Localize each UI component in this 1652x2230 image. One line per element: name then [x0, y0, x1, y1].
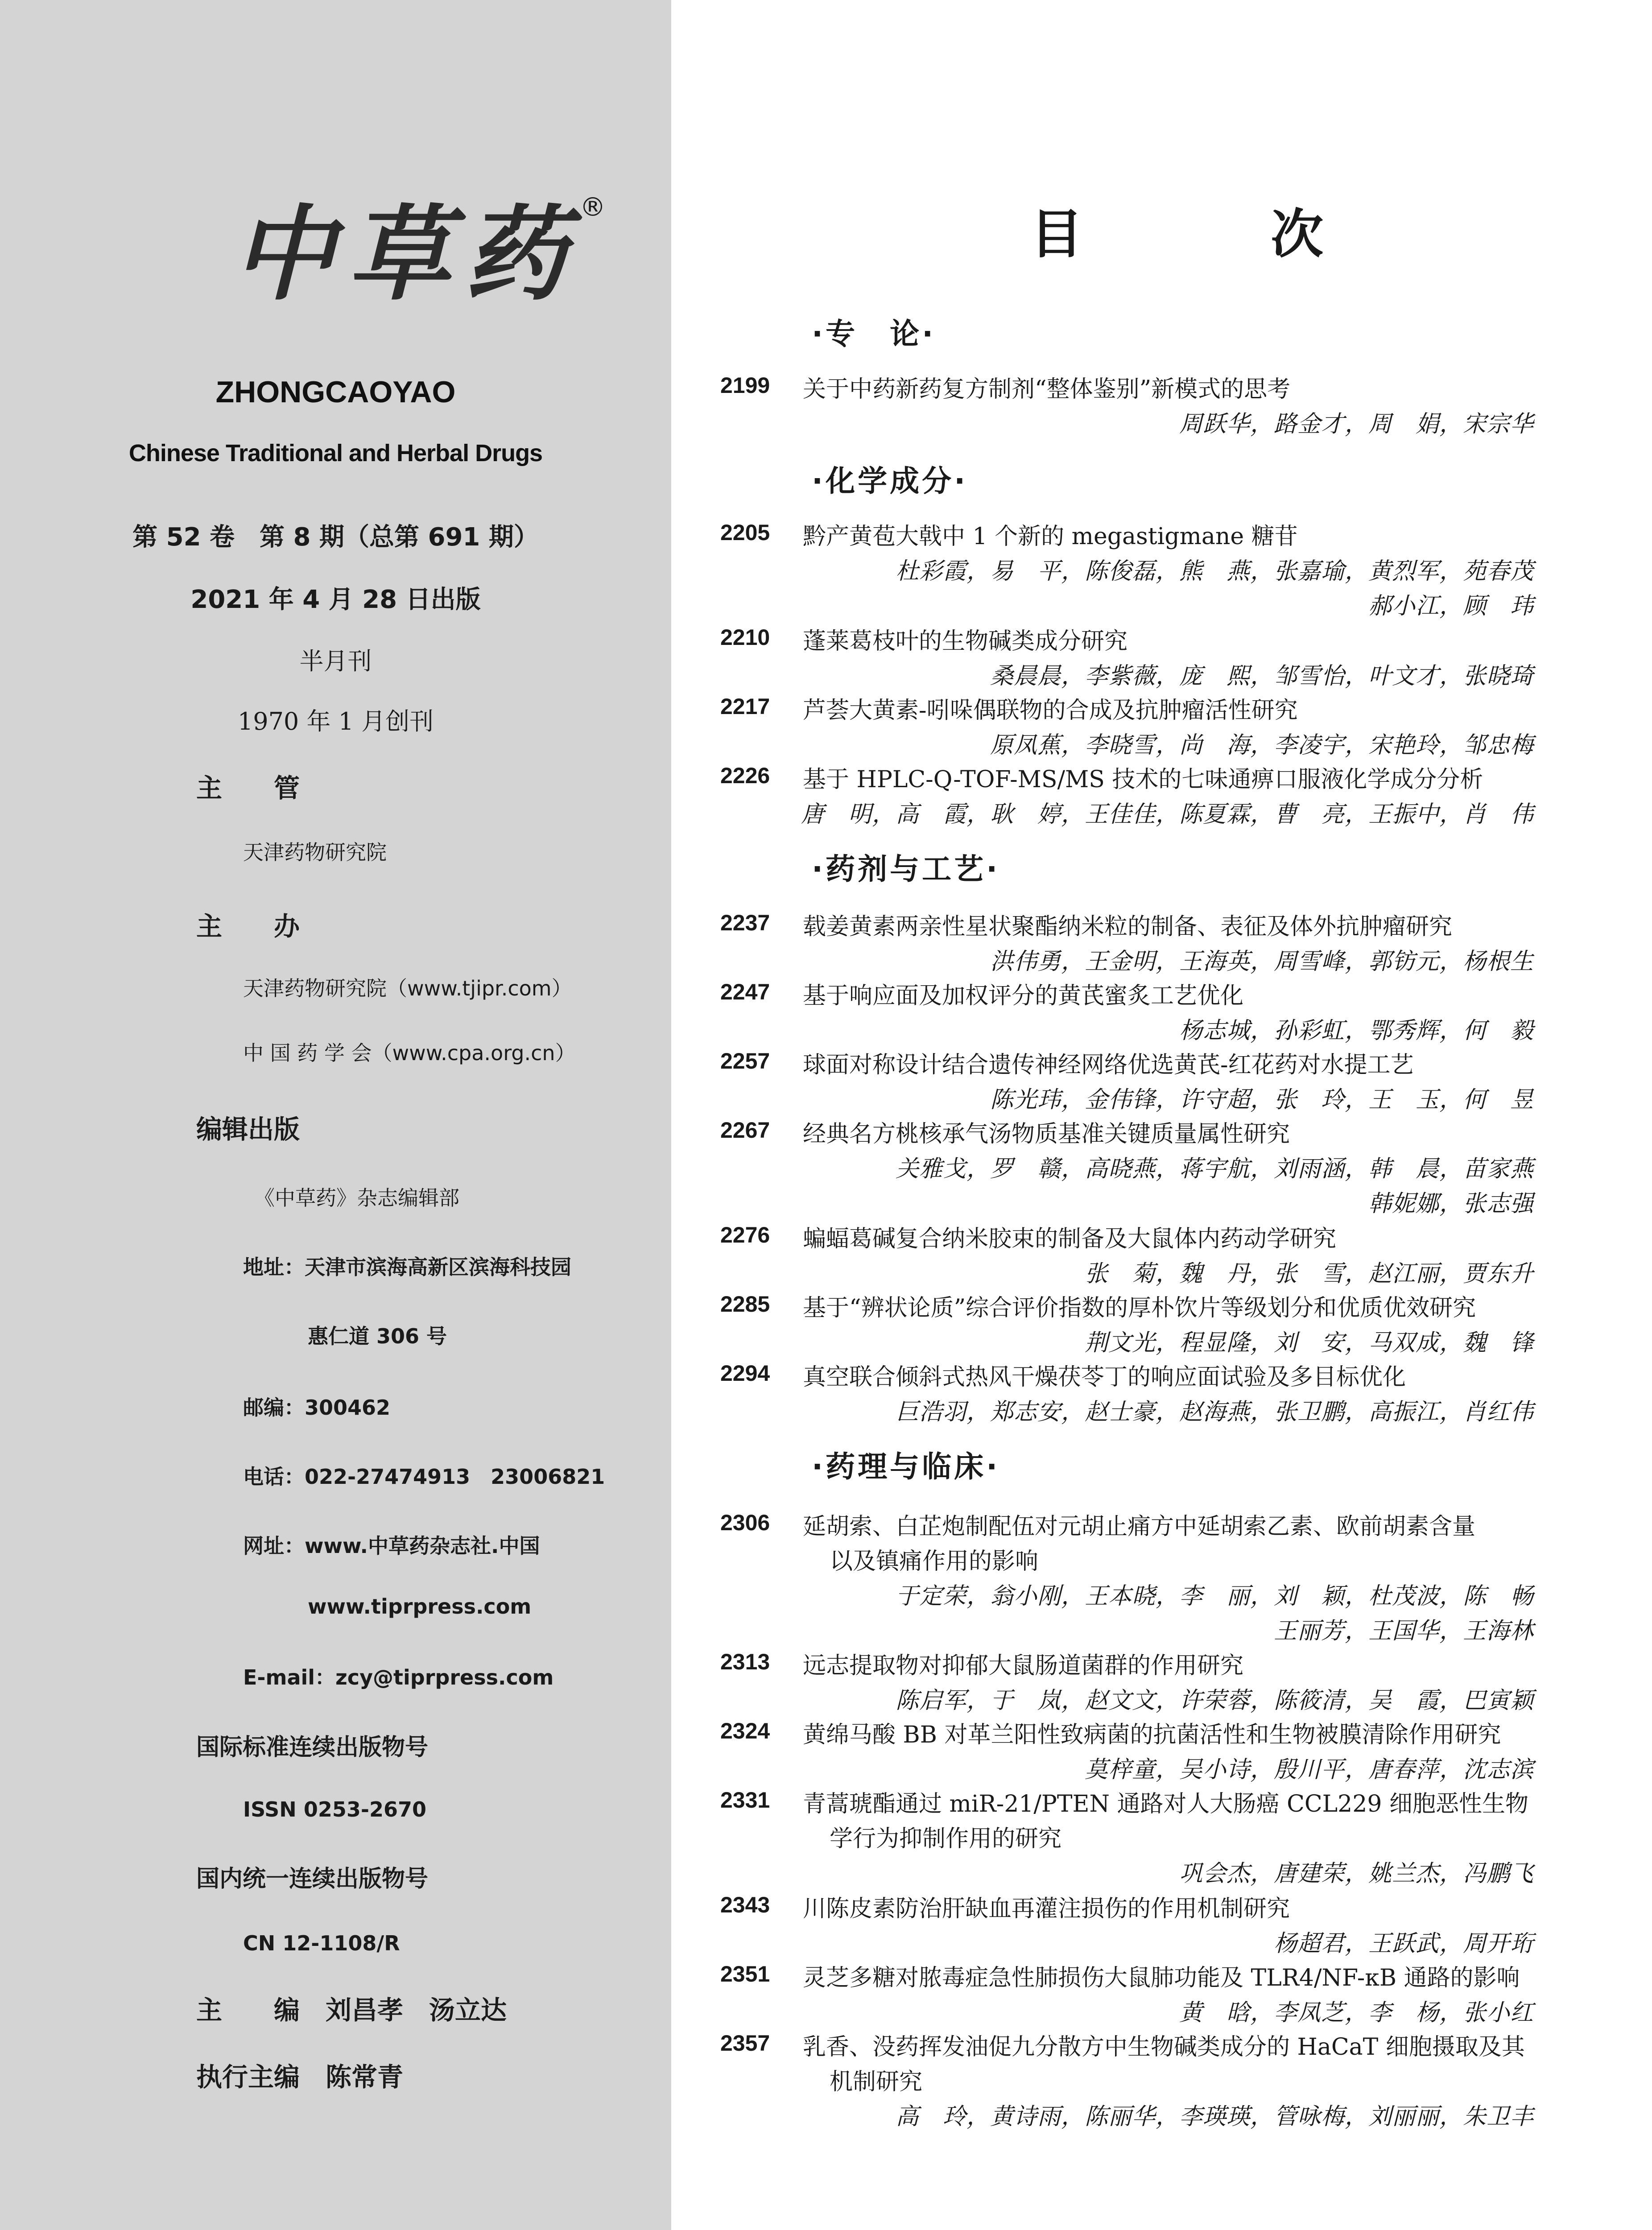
toc-page-number: 2257 — [720, 1049, 770, 1074]
toc-page-number: 2267 — [720, 1118, 770, 1143]
toc-page-number: 2285 — [720, 1292, 770, 1317]
toc-article-title[interactable]: 灵芝多糖对脓毒症急性肺损伤大鼠肺功能及 TLR4/NF-κB 通路的影响 — [803, 1965, 1520, 1991]
toc-article-authors: 桑晨晨，李紫薇，庞 熙，邹雪怡，叶文才，张晓琦 — [990, 663, 1534, 690]
toc-page-number: 2199 — [720, 373, 770, 398]
toc-article-title[interactable]: 延胡索、白芷炮制配伍对元胡止痛方中延胡索乙素、欧前胡素含量 — [803, 1513, 1476, 1540]
toc-article-title[interactable]: 蓬莱葛枝叶的生物碱类成分研究 — [803, 628, 1128, 655]
address-line-2: 惠仁道 306 号 — [308, 1324, 447, 1348]
toc-article-title[interactable]: 基于“辨状论质”综合评价指数的厚朴饮片等级划分和优质优效研究 — [803, 1295, 1476, 1321]
editing-heading: 编辑出版 — [196, 1114, 300, 1144]
toc-article-authors: 杨志城，孙彩虹，鄂秀辉，何 毅 — [1179, 1017, 1534, 1044]
toc-page-number: 2226 — [720, 763, 770, 788]
toc-article-authors: 巩会杰，唐建荣，姚兰杰，冯鹏飞 — [1179, 1860, 1534, 1887]
toc-article-title-cont[interactable]: 以及镇痛作用的影响 — [830, 1548, 1039, 1575]
executive-editor: 执行主编 陈常青 — [196, 2062, 404, 2092]
toc-article-title[interactable]: 远志提取物对抑郁大鼠肠道菌群的作用研究 — [803, 1652, 1244, 1679]
category-chemistry: ·化学成分· — [812, 464, 968, 498]
toc-article-authors: 张 菊，魏 丹，张 雪，赵江丽，贾东升 — [1084, 1260, 1534, 1287]
toc-page-number: 2306 — [720, 1510, 770, 1535]
journal-logo: 中草药 — [232, 194, 580, 314]
toc-article-title[interactable]: 川陈皮素防治肝缺血再灌注损伤的作用机制研究 — [803, 1896, 1290, 1922]
toc-title: 目 次 — [1030, 203, 1408, 265]
toc-article-authors: 于定荣，翁小刚，王本晓，李 丽，刘 颖，杜茂波，陈 畅 — [895, 1583, 1534, 1610]
toc-article-title[interactable]: 球面对称设计结合遗传神经网络优选黄芪-红花药对水提工艺 — [803, 1052, 1414, 1078]
toc-article-title[interactable]: 经典名方桃核承气汤物质基准关键质量属性研究 — [803, 1121, 1290, 1148]
website-2: www.tiprpress.com — [308, 1594, 532, 1619]
toc-page-number: 2313 — [720, 1649, 770, 1674]
toc-article-title[interactable]: 基于 HPLC-Q-TOF-MS/MS 技术的七味通痹口服液化学成分分析 — [803, 766, 1483, 793]
toc-article-title[interactable]: 载姜黄素两亲性星状聚酯纳米粒的制备、表征及体外抗肿瘤研究 — [803, 913, 1453, 940]
website-1: 网址：www.中草药杂志社.中国 — [243, 1534, 540, 1558]
toc-article-authors: 陈启军，于 岚，赵文文，许荣蓉，陈筱清，吴 霞，巴寅颖 — [895, 1687, 1534, 1714]
toc-article-title-cont[interactable]: 学行为抑制作用的研究 — [830, 1825, 1062, 1852]
toc-article-title[interactable]: 青蒿琥酯通过 miR-21/PTEN 通路对人大肠癌 CCL229 细胞恶性生物 — [803, 1791, 1528, 1817]
toc-page-number: 2210 — [720, 625, 770, 650]
toc-page-number: 2237 — [720, 910, 770, 935]
toc-article-authors-cont: 郝小江，顾 玮 — [1368, 593, 1534, 619]
category-pharmaceutics: ·药剂与工艺· — [812, 852, 1000, 886]
toc-article-authors-cont: 王丽芳，王国华，王海林 — [1273, 1618, 1534, 1644]
sponsor-heading: 主 办 — [196, 911, 300, 942]
supervisor-heading: 主 管 — [196, 773, 300, 803]
toc-page-number: 2351 — [720, 1962, 770, 1986]
toc-article-authors: 陈光玮，金伟锋，许守超，张 玲，王 玉，何 昱 — [990, 1086, 1534, 1113]
toc-page-number: 2276 — [720, 1222, 770, 1247]
sidebar-panel — [0, 0, 671, 2230]
registered-mark: ® — [580, 192, 606, 222]
publication-frequency: 半月刊 — [299, 647, 372, 675]
chief-editor: 主 编 刘昌孝 汤立达 — [196, 1995, 507, 2025]
sponsor-1: 天津药物研究院（www.tjipr.com） — [243, 976, 572, 1000]
toc-article-authors: 关雅戈，罗 赣，高晓燕，蒋宇航，刘雨涵，韩 晨，苗家燕 — [895, 1156, 1534, 1182]
toc-article-title-cont[interactable]: 机制研究 — [830, 2069, 923, 2095]
supervisor-name: 天津药物研究院 — [243, 840, 387, 864]
toc-page-number: 2294 — [720, 1361, 770, 1386]
issn-heading: 国际标准连续出版物号 — [196, 1734, 429, 1761]
toc-article-title[interactable]: 关于中药新药复方制剂“整体鉴别”新模式的思考 — [803, 376, 1291, 403]
address-line-1: 地址：天津市滨海高新区滨海科技园 — [243, 1255, 571, 1279]
category-special-topic: ·专 论· — [812, 317, 936, 351]
toc-article-authors: 高 玲，黄诗雨，陈丽华，李瑛瑛，管咏梅，刘丽丽，朱卫丰 — [895, 2103, 1534, 2130]
toc-page-number: 2324 — [720, 1718, 770, 1743]
toc-article-authors: 周跃华，路金才，周 娟，宋宗华 — [1179, 411, 1534, 438]
toc-article-title[interactable]: 芦荟大黄素-吲哚偶联物的合成及抗肿瘤活性研究 — [803, 697, 1298, 724]
volume-issue: 第 52 卷 第 8 期（总第 691 期） — [132, 523, 539, 552]
toc-article-title[interactable]: 黄绵马酸 BB 对革兰阳性致病菌的抗菌活性和生物被膜清除作用研究 — [803, 1722, 1501, 1748]
toc-page-number: 2343 — [720, 1892, 770, 1917]
publish-date: 2021 年 4 月 28 日出版 — [190, 585, 481, 614]
toc-article-authors: 原凤蕉，李晓雪，尚 海，李凌宇，宋艳玲，邹忠梅 — [990, 732, 1534, 759]
toc-page-number: 2331 — [720, 1788, 770, 1813]
toc-article-authors: 荆文光，程显隆，刘 安，马双成，魏 锋 — [1084, 1330, 1534, 1356]
toc-article-authors: 黄 晗，李凤芝，李 杨，张小红 — [1179, 1999, 1534, 2026]
journal-pinyin-title: ZHONGCAOYAO — [215, 375, 456, 409]
issn-number: ISSN 0253-2670 — [243, 1797, 426, 1821]
journal-english-title: Chinese Traditional and Herbal Drugs — [128, 440, 543, 467]
toc-article-title[interactable]: 黔产黄苞大戟中 1 个新的 megastigmane 糖苷 — [803, 523, 1298, 550]
toc-article-title[interactable]: 真空联合倾斜式热风干燥茯苓丁的响应面试验及多目标优化 — [803, 1364, 1406, 1391]
cn-number: CN 12-1108/R — [243, 1931, 400, 1955]
sponsor-2: 中 国 药 学 会（www.cpa.org.cn） — [243, 1041, 576, 1065]
email: E-mail：zcy@tiprpress.com — [243, 1665, 554, 1689]
toc-article-title[interactable]: 基于响应面及加权评分的黄芪蜜炙工艺优化 — [803, 983, 1244, 1009]
phone: 电话：022-27474913 23006821 — [243, 1465, 605, 1489]
toc-page-number: 2217 — [720, 694, 770, 719]
toc-page-number: 2205 — [720, 520, 770, 545]
toc-article-authors-cont: 韩妮娜，张志强 — [1368, 1190, 1534, 1217]
founded-date: 1970 年 1 月创刊 — [237, 707, 434, 735]
toc-page-number: 2357 — [720, 2031, 770, 2056]
toc-article-title[interactable]: 乳香、没药挥发油促九分散方中生物碱类成分的 HaCaT 细胞摄取及其 — [803, 2034, 1525, 2061]
toc-article-authors: 杜彩霞，易 平，陈俊磊，熊 燕，张嘉瑜，黄烈军，苑春茂 — [895, 558, 1534, 585]
cn-heading: 国内统一连续出版物号 — [196, 1866, 429, 1892]
toc-article-authors: 莫梓童，吴小诗，殷川平，唐春萍，沈志滨 — [1084, 1756, 1534, 1783]
toc-article-title[interactable]: 蝙蝠葛碱复合纳米胶束的制备及大鼠体内药动学研究 — [803, 1226, 1337, 1252]
toc-page-number: 2247 — [720, 979, 770, 1004]
category-pharmacology: ·药理与临床· — [812, 1450, 1000, 1484]
toc-article-authors: 洪伟勇，王金明，王海英，周雪峰，郭钫元，杨根生 — [990, 948, 1534, 975]
toc-article-authors: 唐 明，高 霞，耿 婷，王佳佳，陈夏霖，曹 亮，王振中，肖 伟 — [801, 801, 1534, 828]
toc-article-authors: 杨超君，王跃武，周开珩 — [1273, 1930, 1534, 1957]
postcode: 邮编：300462 — [243, 1396, 391, 1420]
toc-article-authors: 巨浩羽，郑志安，赵士豪，赵海燕，张卫鹏，高振江，肖红伟 — [895, 1399, 1534, 1425]
editorial-dept: 《中草药》杂志编辑部 — [254, 1186, 459, 1210]
